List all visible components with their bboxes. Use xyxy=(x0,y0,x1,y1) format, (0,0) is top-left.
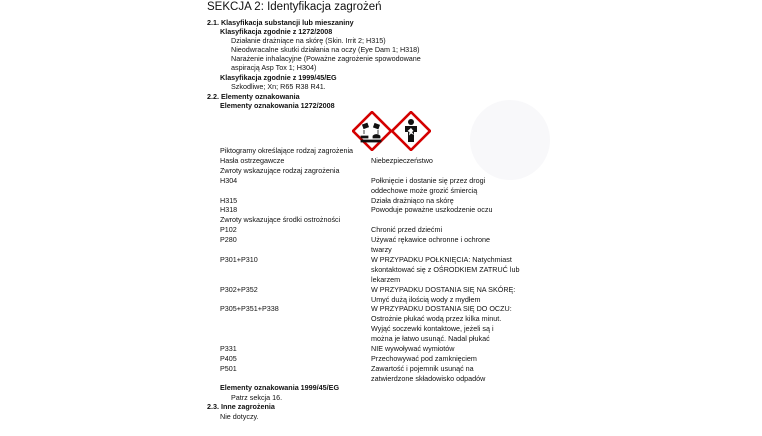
row-value: W PRZYPADKU DOSTANIA SIĘ NA SKÓRĘ: xyxy=(371,284,516,294)
row-label: P501 xyxy=(220,363,237,373)
classification-line: Narażenie inhalacyjne (Poważne zagrożenie spowodowane xyxy=(231,54,421,63)
classification-line: Nieodwracalne skutki działania na oczy (Eye Dam 1; H318) xyxy=(231,45,420,54)
background-watermark xyxy=(470,100,550,180)
row-value: Zawartość i pojemnik usunąć na xyxy=(371,363,474,373)
row-value: Powoduje poważne uszkodzenie oczu xyxy=(371,205,493,215)
row-label: Zwroty wskazujące środki ostrożności xyxy=(220,215,341,225)
subheading-classification-1272: Klasyfikacja zgodnie z 1272/2008 xyxy=(220,27,333,36)
row-value: Chronić przed dziećmi xyxy=(371,225,443,235)
row-value: W PRZYPADKU POŁKNIĘCIA: Natychmiast xyxy=(371,254,512,264)
row-value: Umyć dużą ilością wody z mydłem xyxy=(371,294,481,304)
row-label: P102 xyxy=(220,225,237,235)
row-value: Przechowywać pod zamknięciem xyxy=(371,353,477,363)
label-elements-1999-line: Patrz sekcja 16. xyxy=(231,393,283,402)
row-value: Działa drażniąco na skórę xyxy=(371,195,454,205)
row-value: Używać rękawice ochronne i ochrone xyxy=(371,235,491,245)
subheading-label-elements-1999: Elementy oznakowania 1999/45/EG xyxy=(220,383,340,392)
row-label: P280 xyxy=(220,235,237,245)
row-value: NIE wywoływać wymiotów xyxy=(371,344,455,353)
row-value: oddechowe może grozić śmiercią xyxy=(371,185,478,195)
row-label: P331 xyxy=(220,344,237,353)
heading-2-1: 2.1. Klasyfikacja substancji lub mieszaniny xyxy=(207,18,354,27)
row-label: P302+P352 xyxy=(220,284,258,294)
row-label: H318 xyxy=(220,205,238,215)
subheading-classification-1999: Klasyfikacja zgodnie z 1999/45/EG xyxy=(220,73,337,82)
row-value: można je łatwo usunąć. Nadal płukać xyxy=(371,334,490,344)
row-label: P301+P310 xyxy=(220,254,258,264)
row-value: Niebezpieczeństwo xyxy=(371,155,433,165)
heading-2-3: 2.3. Inne zagrożenia xyxy=(207,402,275,411)
classification-1999-line: Szkodliwe; Xn; R65 R38 R41. xyxy=(231,82,326,91)
row-value: Połknięcie i dostanie się przez drogi xyxy=(371,175,486,185)
subheading-label-elements-1272: Elementy oznakowania 1272/2008 xyxy=(220,101,335,110)
row-value: skontaktować się z OŚRODKIEM ZATRUĆ lub xyxy=(371,264,520,274)
row-value: zatwierdzone składowisko odpadów xyxy=(371,373,486,383)
health-hazard-pictogram xyxy=(391,111,431,151)
classification-line: Działanie drażniące na skórę (Skin. Irrit 2; H315) xyxy=(231,36,386,45)
row-label: H304 xyxy=(220,175,238,185)
row-value: twarzy xyxy=(371,245,392,254)
row-value: Wyjąć soczewki kontaktowe, jeżeli są i xyxy=(371,324,494,334)
row-label: Zwroty wskazujące rodzaj zagrożenia xyxy=(220,165,340,175)
row-value: lekarzem xyxy=(371,274,401,284)
heading-2-2: 2.2. Elementy oznakowania xyxy=(207,92,300,101)
row-label: H315 xyxy=(220,195,238,205)
other-hazards-line: Nie dotyczy. xyxy=(220,412,259,421)
row-value: Ostrożnie płukać wodą przez kilka minut. xyxy=(371,314,502,324)
row-value: W PRZYPADKU DOSTANIA SIĘ DO OCZU: xyxy=(371,304,512,314)
row-label: P405 xyxy=(220,353,237,363)
row-label: Piktogramy określające rodzaj zagrożenia xyxy=(220,146,354,155)
row-label: P305+P351+P338 xyxy=(220,304,279,314)
corrosion-pictogram xyxy=(352,111,392,151)
row-label: Hasła ostrzegawcze xyxy=(220,155,285,165)
classification-line: aspiracją Asp Tox 1; H304) xyxy=(231,63,317,72)
section-title: SEKCJA 2: Identyfikacja zagrożeń xyxy=(207,1,382,13)
